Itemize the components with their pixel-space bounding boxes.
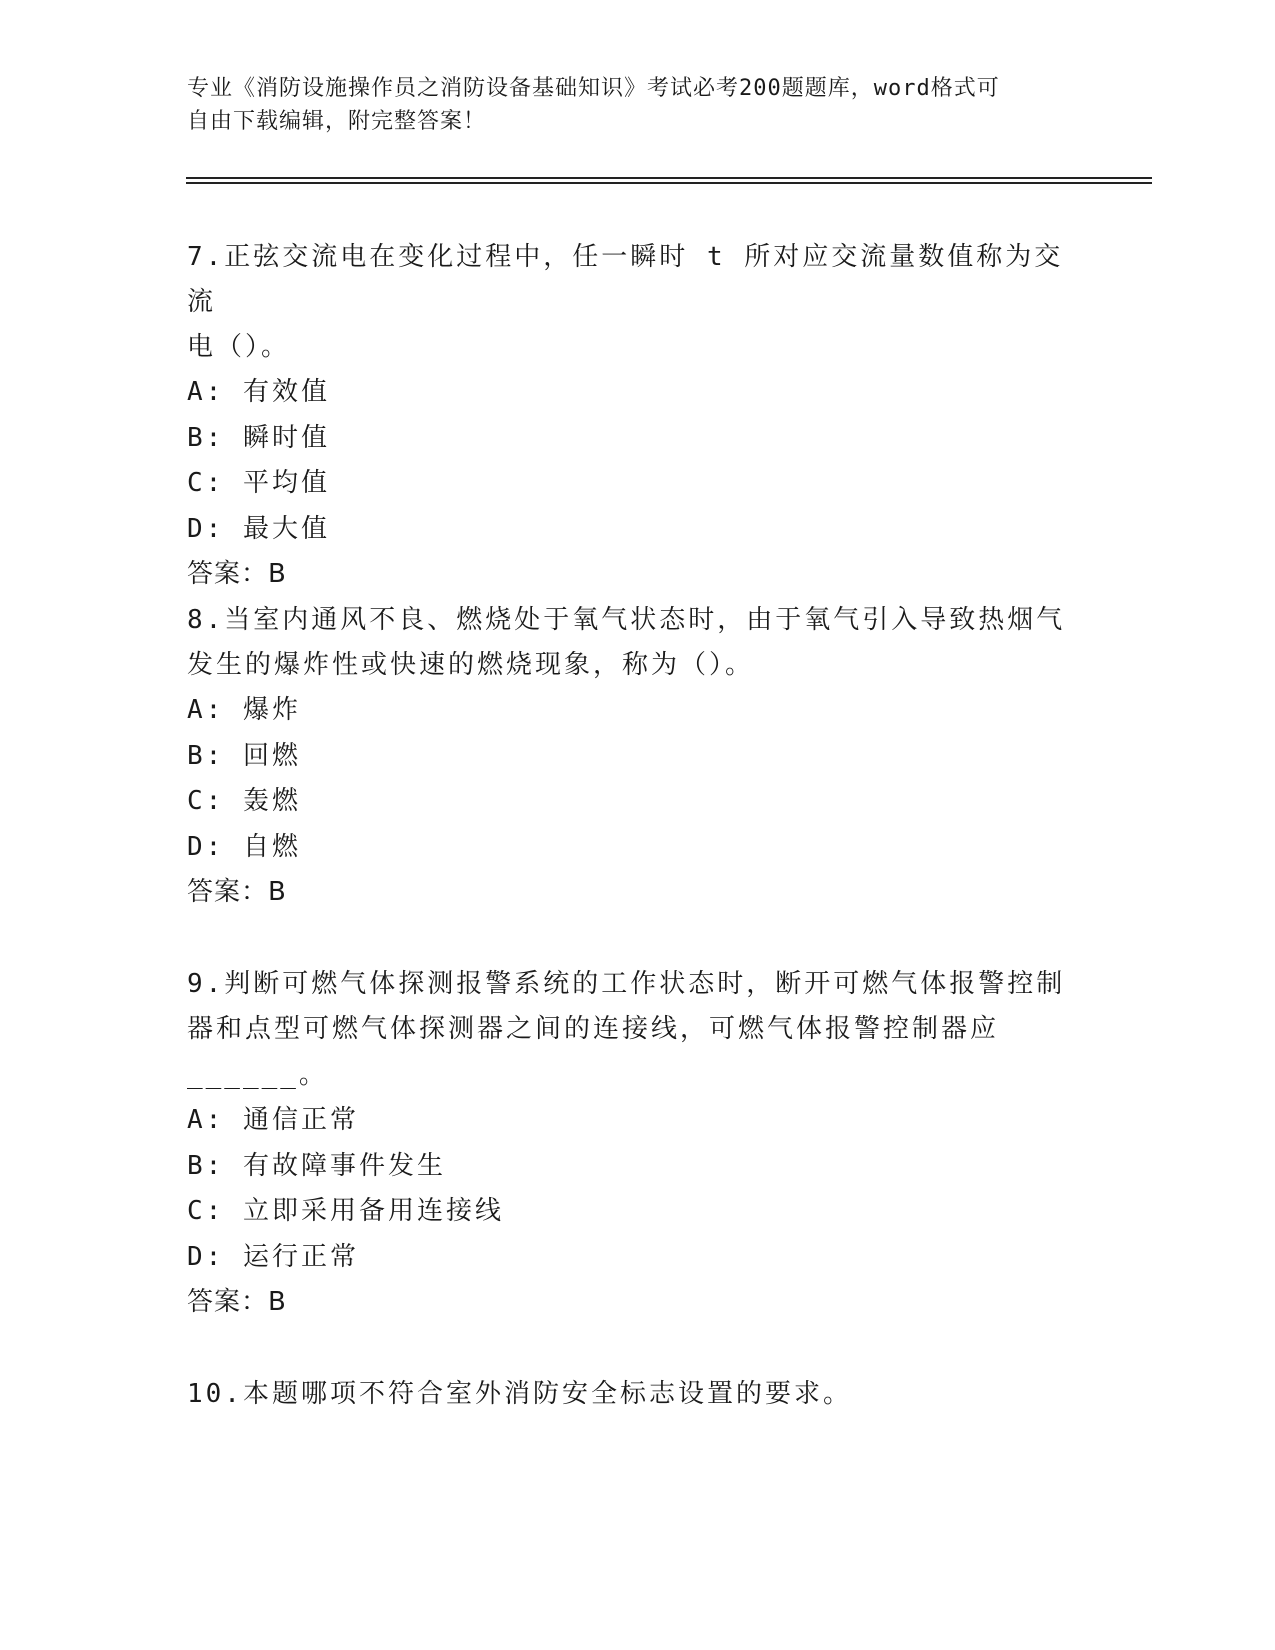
question-stem-line: 8.当室内通风不良、燃烧处于氧气状态时，由于氧气引入导致热烟气 (187, 605, 1066, 635)
option-c: C: 轰燃 (187, 786, 301, 816)
question-stem-line: 发生的爆炸性或快速的燃烧现象，称为（）。 (187, 650, 755, 680)
option-a: A: 通信正常 (187, 1105, 359, 1135)
question-stem-line: 电（）。 (187, 332, 291, 362)
option-b: B: 瞬时值 (187, 422, 330, 453)
header-divider-bottom (186, 182, 1152, 184)
answer-label: 答案：B (187, 559, 287, 589)
question-stem-line: 9.判断可燃气体探测报警系统的工作状态时，断开可燃气体报警控制 (187, 969, 1066, 999)
header-divider-top (186, 177, 1152, 179)
question-stem-line: 10.本题哪项不符合室外消防安全标志设置的要求。 (187, 1379, 852, 1409)
answer-blank-line: ______。 (187, 1060, 328, 1090)
header-line-2: 自由下载编辑，附完整答案！ (187, 109, 487, 134)
question-stem-line: 7.正弦交流电在变化过程中，任一瞬时 t 所对应交流量数值称为交流 (187, 242, 1064, 317)
question-7 (187, 235, 1067, 597)
header-line-1: 专业《消防设施操作员之消防设备基础知识》考试必考200题题库，word格式可 (187, 76, 1000, 101)
question-8 (187, 598, 1067, 915)
question-9 (187, 962, 1067, 1325)
answer-label: 答案：B (187, 877, 287, 907)
option-d: D: 最大值 (187, 513, 330, 544)
document-header (187, 72, 1067, 138)
question-stem-line: 器和点型可燃气体探测器之间的连接线，可燃气体报警控制器应 (187, 1014, 1000, 1044)
option-b: B: 回燃 (187, 740, 301, 771)
option-b: B: 有故障事件发生 (187, 1150, 446, 1181)
option-d: D: 运行正常 (187, 1241, 359, 1272)
question-10 (187, 1372, 1067, 1417)
option-a: A: 有效值 (187, 377, 330, 407)
option-c: C: 立即采用备用连接线 (187, 1196, 504, 1226)
option-a: A: 爆炸 (187, 695, 301, 725)
option-c: C: 平均值 (187, 468, 330, 498)
answer-label: 答案：B (187, 1287, 287, 1317)
option-d: D: 自燃 (187, 831, 301, 862)
